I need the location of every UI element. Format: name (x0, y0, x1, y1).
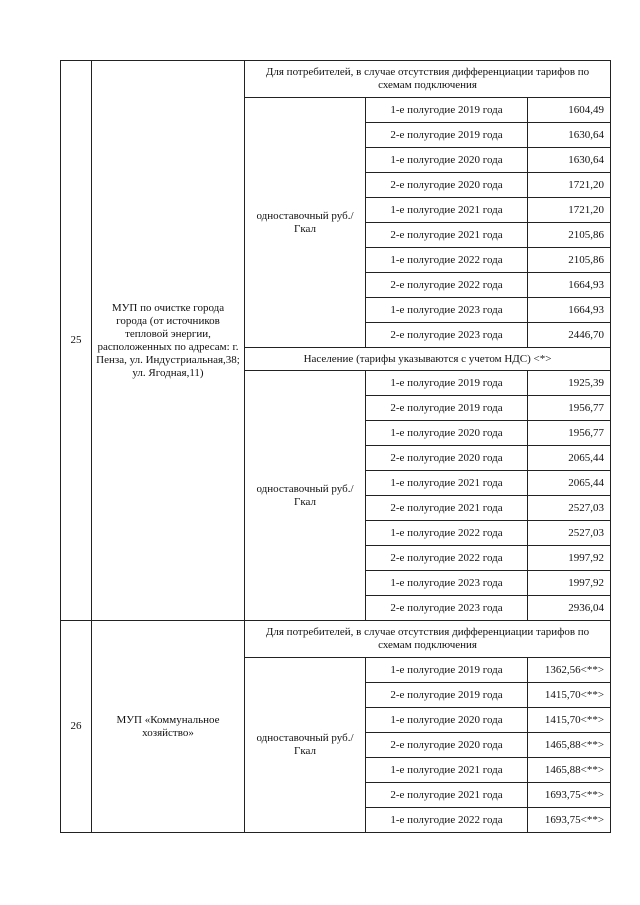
tariff-value-cell: 1956,77 (528, 396, 611, 421)
period-cell: 1-е полугодие 2019 года (366, 98, 528, 123)
row-number: 25 (61, 61, 92, 621)
tariff-unit: одноставочный руб./Гкал (245, 98, 366, 348)
organization-name: МУП «Коммунальное хозяйство» (92, 621, 245, 833)
period-cell: 2-е полугодие 2021 года (366, 783, 528, 808)
tariff-value-cell: 1415,70<**> (528, 708, 611, 733)
tariff-value-cell: 1415,70<**> (528, 683, 611, 708)
period-cell: 2-е полугодие 2019 года (366, 123, 528, 148)
period-cell: 1-е полугодие 2019 года (366, 371, 528, 396)
period-cell: 1-е полугодие 2021 года (366, 758, 528, 783)
tariff-value-cell: 1362,56<**> (528, 658, 611, 683)
tariff-value-cell: 1693,75<**> (528, 783, 611, 808)
period-cell: 1-е полугодие 2020 года (366, 148, 528, 173)
tariff-value-cell: 1693,75<**> (528, 808, 611, 833)
tariff-value-cell: 1630,64 (528, 123, 611, 148)
consumer-group-header: Для потребителей, в случае отсутствия дифференциации тарифов по схемам подключения (245, 61, 611, 98)
period-cell: 1-е полугодие 2020 года (366, 708, 528, 733)
tariff-table (60, 60, 611, 833)
row-number: 26 (61, 621, 92, 833)
tariff-value-cell: 1721,20 (528, 198, 611, 223)
tariff-value-cell: 2105,86 (528, 223, 611, 248)
organization-name: МУП по очистке города города (от источников тепловой энергии, расположенных по адресам: г. Пенза, ул. Индустриальная,38; ул. Ягодная,11) (92, 61, 245, 621)
period-cell: 2-е полугодие 2022 года (366, 546, 528, 571)
period-cell: 2-е полугодие 2023 года (366, 596, 528, 621)
period-cell: 1-е полугодие 2021 года (366, 471, 528, 496)
tariff-value-cell: 2446,70 (528, 323, 611, 348)
tariff-value-cell: 1721,20 (528, 173, 611, 198)
tariff-unit: одноставочный руб./Гкал (245, 371, 366, 621)
period-cell: 1-е полугодие 2022 года (366, 521, 528, 546)
period-cell: 2-е полугодие 2020 года (366, 733, 528, 758)
period-cell: 2-е полугодие 2021 года (366, 223, 528, 248)
period-cell: 1-е полугодие 2023 года (366, 571, 528, 596)
period-cell: 2-е полугодие 2020 года (366, 446, 528, 471)
group-header-row (61, 621, 611, 658)
tariff-value-cell: 1465,88<**> (528, 733, 611, 758)
tariff-value-cell: 1630,64 (528, 148, 611, 173)
tariff-value-cell: 2065,44 (528, 446, 611, 471)
tariff-value-cell: 1997,92 (528, 571, 611, 596)
tariff-table-body (61, 61, 611, 833)
period-cell: 2-е полугодие 2019 года (366, 683, 528, 708)
group-header-row (61, 61, 611, 98)
period-cell: 1-е полугодие 2020 года (366, 421, 528, 446)
period-cell: 2-е полугодие 2019 года (366, 396, 528, 421)
period-cell: 1-е полугодие 2019 года (366, 658, 528, 683)
tariff-value-cell: 2527,03 (528, 496, 611, 521)
tariff-value-cell: 1465,88<**> (528, 758, 611, 783)
consumer-group-header: Для потребителей, в случае отсутствия дифференциации тарифов по схемам подключения (245, 621, 611, 658)
tariff-value-cell: 1925,39 (528, 371, 611, 396)
period-cell: 2-е полугодие 2020 года (366, 173, 528, 198)
tariff-value-cell: 2527,03 (528, 521, 611, 546)
tariff-value-cell: 1956,77 (528, 421, 611, 446)
tariff-value-cell: 2105,86 (528, 248, 611, 273)
tariff-value-cell: 2936,04 (528, 596, 611, 621)
tariff-value-cell: 1604,49 (528, 98, 611, 123)
period-cell: 1-е полугодие 2022 года (366, 808, 528, 833)
period-cell: 2-е полугодие 2022 года (366, 273, 528, 298)
period-cell: 1-е полугодие 2021 года (366, 198, 528, 223)
period-cell: 2-е полугодие 2021 года (366, 496, 528, 521)
tariff-value-cell: 1664,93 (528, 298, 611, 323)
tariff-value-cell: 1997,92 (528, 546, 611, 571)
period-cell: 2-е полугодие 2023 года (366, 323, 528, 348)
period-cell: 1-е полугодие 2022 года (366, 248, 528, 273)
tariff-value-cell: 1664,93 (528, 273, 611, 298)
period-cell: 1-е полугодие 2023 года (366, 298, 528, 323)
tariff-unit: одноставочный руб./Гкал (245, 658, 366, 833)
consumer-group-header: Население (тарифы указываются с учетом НДС) <*> (245, 348, 611, 371)
tariff-value-cell: 2065,44 (528, 471, 611, 496)
